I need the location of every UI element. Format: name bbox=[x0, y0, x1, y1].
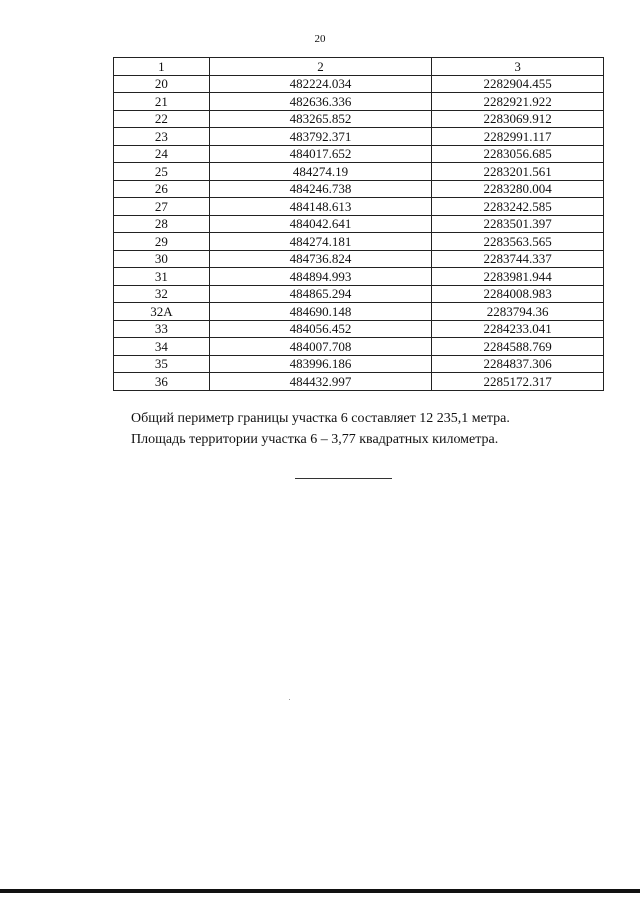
separator-line bbox=[295, 478, 392, 479]
y-coordinate-cell: 2283981.944 bbox=[432, 268, 604, 286]
y-coordinate-cell: 2283794.36 bbox=[432, 303, 604, 321]
y-coordinate-cell: 2284588.769 bbox=[432, 338, 604, 356]
point-number-cell: 29 bbox=[114, 233, 210, 251]
table-row bbox=[114, 320, 604, 338]
y-coordinate-cell: 2282904.455 bbox=[432, 75, 604, 93]
column-header-point-number: 1 bbox=[114, 58, 210, 76]
table-row bbox=[114, 93, 604, 111]
table-row bbox=[114, 285, 604, 303]
point-number-cell: 30 bbox=[114, 250, 210, 268]
table-row bbox=[114, 373, 604, 391]
x-coordinate-cell: 484865.294 bbox=[209, 285, 432, 303]
x-coordinate-cell: 484148.613 bbox=[209, 198, 432, 216]
y-coordinate-cell: 2283056.685 bbox=[432, 145, 604, 163]
table-row bbox=[114, 198, 604, 216]
x-coordinate-cell: 484894.993 bbox=[209, 268, 432, 286]
table-row bbox=[114, 163, 604, 181]
table-row bbox=[114, 303, 604, 321]
point-number-cell: 27 bbox=[114, 198, 210, 216]
x-coordinate-cell: 484274.181 bbox=[209, 233, 432, 251]
x-coordinate-cell: 484274.19 bbox=[209, 163, 432, 181]
y-coordinate-cell: 2284008.983 bbox=[432, 285, 604, 303]
y-coordinate-cell: 2283744.337 bbox=[432, 250, 604, 268]
point-number-cell: 24 bbox=[114, 145, 210, 163]
x-coordinate-cell: 484007.708 bbox=[209, 338, 432, 356]
point-number-cell: 32 bbox=[114, 285, 210, 303]
y-coordinate-cell: 2285172.317 bbox=[432, 373, 604, 391]
perimeter-statement: Общий периметр границы участка 6 составляет 12 235,1 метра. bbox=[131, 411, 510, 426]
table-body bbox=[114, 75, 604, 390]
x-coordinate-cell: 484042.641 bbox=[209, 215, 432, 233]
point-number-cell: 26 bbox=[114, 180, 210, 198]
table-row bbox=[114, 145, 604, 163]
table-row bbox=[114, 268, 604, 286]
y-coordinate-cell: 2283501.397 bbox=[432, 215, 604, 233]
y-coordinate-cell: 2284837.306 bbox=[432, 355, 604, 373]
table-row bbox=[114, 233, 604, 251]
point-number-cell: 23 bbox=[114, 128, 210, 146]
column-header-y-coordinate: 3 bbox=[432, 58, 604, 76]
coordinates-table bbox=[113, 57, 604, 391]
point-number-cell: 34 bbox=[114, 338, 210, 356]
point-number-cell: 20 bbox=[114, 75, 210, 93]
x-coordinate-cell: 483792.371 bbox=[209, 128, 432, 146]
x-coordinate-cell: 484246.738 bbox=[209, 180, 432, 198]
x-coordinate-cell: 484736.824 bbox=[209, 250, 432, 268]
table-row bbox=[114, 128, 604, 146]
point-number-cell: 22 bbox=[114, 110, 210, 128]
table-row bbox=[114, 250, 604, 268]
bottom-rule bbox=[0, 889, 640, 893]
x-coordinate-cell: 484432.997 bbox=[209, 373, 432, 391]
x-coordinate-cell: 484056.452 bbox=[209, 320, 432, 338]
x-coordinate-cell: 484017.652 bbox=[209, 145, 432, 163]
column-header-x-coordinate: 2 bbox=[209, 58, 432, 76]
point-number-cell: 32А bbox=[114, 303, 210, 321]
x-coordinate-cell: 483265.852 bbox=[209, 110, 432, 128]
table-row bbox=[114, 355, 604, 373]
table-row bbox=[114, 75, 604, 93]
summary-text bbox=[0, 408, 640, 450]
y-coordinate-cell: 2283242.585 bbox=[432, 198, 604, 216]
y-coordinate-cell: 2283201.561 bbox=[432, 163, 604, 181]
y-coordinate-cell: 2283069.912 bbox=[432, 110, 604, 128]
table-row bbox=[114, 180, 604, 198]
table-row bbox=[114, 110, 604, 128]
point-number-cell: 35 bbox=[114, 355, 210, 373]
table-row bbox=[114, 338, 604, 356]
y-coordinate-cell: 2282921.922 bbox=[432, 93, 604, 111]
y-coordinate-cell: 2283280.004 bbox=[432, 180, 604, 198]
x-coordinate-cell: 484690.148 bbox=[209, 303, 432, 321]
page-number: 20 bbox=[314, 33, 326, 45]
point-number-cell: 31 bbox=[114, 268, 210, 286]
x-coordinate-cell: 483996.186 bbox=[209, 355, 432, 373]
y-coordinate-cell: 2283563.565 bbox=[432, 233, 604, 251]
point-number-cell: 21 bbox=[114, 93, 210, 111]
x-coordinate-cell: 482224.034 bbox=[209, 75, 432, 93]
scan-speck bbox=[289, 699, 290, 700]
table-row bbox=[114, 215, 604, 233]
table-header-row bbox=[114, 58, 604, 76]
area-statement: Площадь территории участка 6 – 3,77 квадратных километра. bbox=[131, 432, 499, 447]
y-coordinate-cell: 2284233.041 bbox=[432, 320, 604, 338]
point-number-cell: 33 bbox=[114, 320, 210, 338]
y-coordinate-cell: 2282991.117 bbox=[432, 128, 604, 146]
x-coordinate-cell: 482636.336 bbox=[209, 93, 432, 111]
point-number-cell: 28 bbox=[114, 215, 210, 233]
point-number-cell: 25 bbox=[114, 163, 210, 181]
point-number-cell: 36 bbox=[114, 373, 210, 391]
